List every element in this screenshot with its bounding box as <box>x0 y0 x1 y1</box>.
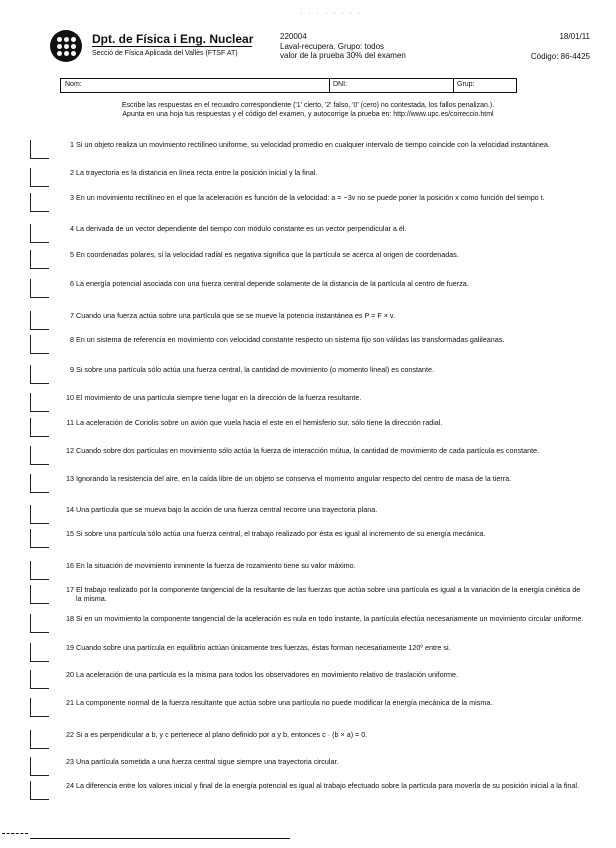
exam-group-line: Laval-recupera. Grupo: todos <box>280 41 385 51</box>
exam-code-line: 220004 <box>280 32 307 41</box>
question-number: 1 <box>70 140 74 149</box>
id-separator <box>329 79 330 92</box>
answer-box[interactable] <box>30 505 49 524</box>
instructions-line: Escribe las respuestas en el recuadro correspondiente ('1' cierto, '2' falso, '0' (cero) no contestada, los fallos penalizan.). <box>121 102 495 109</box>
answer-box[interactable] <box>30 279 49 298</box>
question-number: 24 <box>66 781 74 790</box>
question-text: La aceleración de Coriolis sobre un avión que vuela hacia el este en el hemisferio sur, sólo tiene la dirección radial. <box>76 418 443 427</box>
question-text: En un movimiento rectilíneo en el que la aceleración es función de la velocidad: a = −3v no se puede poner la posición x como función del tiempo t. <box>76 193 545 202</box>
question-text: Si a es perpendicular a b, y c pertenece al plano definido por a y b, entonces c · (b × a) = 0. <box>76 730 368 739</box>
question-text: La trayectoria es la distancia en línea recta entre la posición inicial y la final. <box>76 168 318 177</box>
question-number: 18 <box>66 614 74 623</box>
answer-box[interactable] <box>30 474 49 493</box>
question-text: Si sobre una partícula sólo actúa una fuerza central, la cantidad de movimiento (o momento lineal) es constante. <box>76 365 434 374</box>
id-separator <box>453 79 454 92</box>
footer-dash <box>2 833 28 834</box>
question-text: La energía potencial asociada con una fuerza central depende solamente de la distancia de la partícula al centro de fuerza. <box>76 279 469 288</box>
exam-header <box>50 30 590 70</box>
question-number: 16 <box>66 561 74 570</box>
answer-box[interactable] <box>30 614 49 633</box>
question-text: La diferencia entre los valores inicial y final de la energía potencial es igual al trabajo efectuado sobre la partícula para moverla de su posición inicial a la final. <box>76 781 580 790</box>
answer-box[interactable] <box>30 193 49 212</box>
question-number: 19 <box>66 643 74 652</box>
exam-codigo: Código: 86-4425 <box>530 52 590 61</box>
question-number: 9 <box>70 365 74 374</box>
question-text: Si en un movimiento la componente tangencial de la aceleración es nula en todo instante, la partícula efectúa necesariamente un movimiento circular uniforme. <box>76 614 584 623</box>
question-number: 17 <box>66 585 74 594</box>
answer-box[interactable] <box>30 585 49 604</box>
answer-box[interactable] <box>30 757 49 776</box>
question-number: 10 <box>66 393 74 402</box>
answer-box[interactable] <box>30 698 49 717</box>
question-text: En coordenadas polares, si la velocidad radial es negativa significa que la partícula se acerca al origen de coordenadas. <box>76 250 459 259</box>
answer-box[interactable] <box>30 446 49 465</box>
question-number: 7 <box>70 311 74 320</box>
question-text: Ignorando la resistencia del aire, en la caída libre de un objeto se conserva el momento angular respecto del centro de masa de la tierra. <box>76 474 512 483</box>
question-number: 22 <box>66 730 74 739</box>
university-logo <box>50 30 82 62</box>
question-text: El movimiento de una partícula siempre tiene lugar en la dirección de la fuerza resultante. <box>76 393 362 402</box>
answer-box[interactable] <box>30 561 49 580</box>
question-number: 13 <box>66 474 74 483</box>
answer-box[interactable] <box>30 224 49 243</box>
answer-box[interactable] <box>30 781 49 800</box>
instructions <box>30 101 586 119</box>
department-title: Dpt. de Física i Eng. Nuclear <box>92 32 254 46</box>
answer-box[interactable] <box>30 730 49 749</box>
question-number: 20 <box>66 670 74 679</box>
question-number: 12 <box>66 446 74 455</box>
answer-box[interactable] <box>30 250 49 269</box>
footer-rule <box>30 838 290 839</box>
answer-box[interactable] <box>30 140 49 159</box>
question-text: Si un objeto realiza un movimiento rectilíneo uniforme, su velocidad promedio en cualquier intervalo de tiempo coincide con la velocidad instantánea. <box>76 140 550 149</box>
question-text: Cuando sobre dos partículas en movimiento sólo actúa la fuerza de interacción mútua, la cantidad de movimiento de cada partícula es constante. <box>76 446 540 455</box>
section-name: Secció de Física Aplicada del Vallès (FTSF AT) <box>92 50 238 57</box>
question-number: 4 <box>70 224 74 233</box>
name-label: Nom: <box>65 81 82 88</box>
student-id-row <box>60 78 517 93</box>
question-text: La derivada de un vector dependiente del tiempo con módulo constante es un vector perpendicular a él. <box>76 224 407 233</box>
question-number: 11 <box>66 418 74 427</box>
question-text: En la situación de movimiento inminente la fuerza de rozamiento tiene su valor máximo. <box>76 561 356 570</box>
question-number: 6 <box>70 279 74 288</box>
question-number: 21 <box>66 698 74 707</box>
question-text: Cuando sobre una partícula en equilibrio actúan únicamente tres fuerzas, éstas forman necesariamente 120º entre si. <box>76 643 451 652</box>
question-number: 2 <box>70 168 74 177</box>
answer-box[interactable] <box>30 670 49 689</box>
question-number: 8 <box>70 335 74 344</box>
answer-box[interactable] <box>30 335 49 354</box>
header-rule <box>92 46 252 47</box>
answer-box[interactable] <box>30 168 49 187</box>
question-text: Cuando una fuerza actúa sobre una partícula que se se mueve la potencia instantánea es P = F × v. <box>76 311 395 320</box>
group-label: Grup: <box>457 81 475 88</box>
question-number: 3 <box>70 193 74 202</box>
question-number: 23 <box>66 757 74 766</box>
answer-box[interactable] <box>30 529 49 548</box>
exam-weight-line: valor de la prueba 30% del examen <box>280 51 406 60</box>
answer-box[interactable] <box>30 393 49 412</box>
question-text: Una partícula que se mueva bajo la acción de una fuerza central recorre una trayectoria plana. <box>76 505 378 514</box>
question-text: El trabajo realizado por la componente tangencial de la resultante de las fuerzas que actúa sobre una partícula es igual a la variación de la energía cinética de la misma. <box>76 585 581 604</box>
answer-box[interactable] <box>30 643 49 662</box>
question-text: Una partícula sometida a una fuerza central sigue siempre una trayectoria circular. <box>76 757 339 766</box>
answer-box[interactable] <box>30 311 49 330</box>
question-number: 15 <box>66 529 74 538</box>
question-number: 5 <box>70 250 74 259</box>
question-number: 14 <box>66 505 74 514</box>
instructions-line: Apunta en una hoja tus respuestas y el código del examen, y autocorrige la prueba en: http://www.upc.es/correccio.html <box>122 111 494 118</box>
dni-label: DNI: <box>333 81 347 88</box>
answer-box[interactable] <box>30 365 49 384</box>
top-mark: · · · · · · · · <box>300 10 363 17</box>
exam-date: 18/01/11 <box>559 32 590 41</box>
exam-code-block <box>280 32 406 61</box>
answer-box[interactable] <box>30 418 49 437</box>
question-text: En un sistema de referencia en movimiento con velocidad constante respecto un sistema fijo son válidas las transformadas galileanas. <box>76 335 505 344</box>
question-text: Si sobre una partícula sólo actúa una fuerza central, el trabajo realizado por ésta es igual al incremento de su energía mecánica. <box>76 529 486 538</box>
question-text: La componente normal de la fuerza resultante que actúa sobre una partícula no puede modificar la energía mecánica de la misma. <box>76 698 493 707</box>
question-text: La aceleración de una partícula es la misma para todos los observadores en movimiento relativo de traslación uniforme. <box>76 670 458 679</box>
